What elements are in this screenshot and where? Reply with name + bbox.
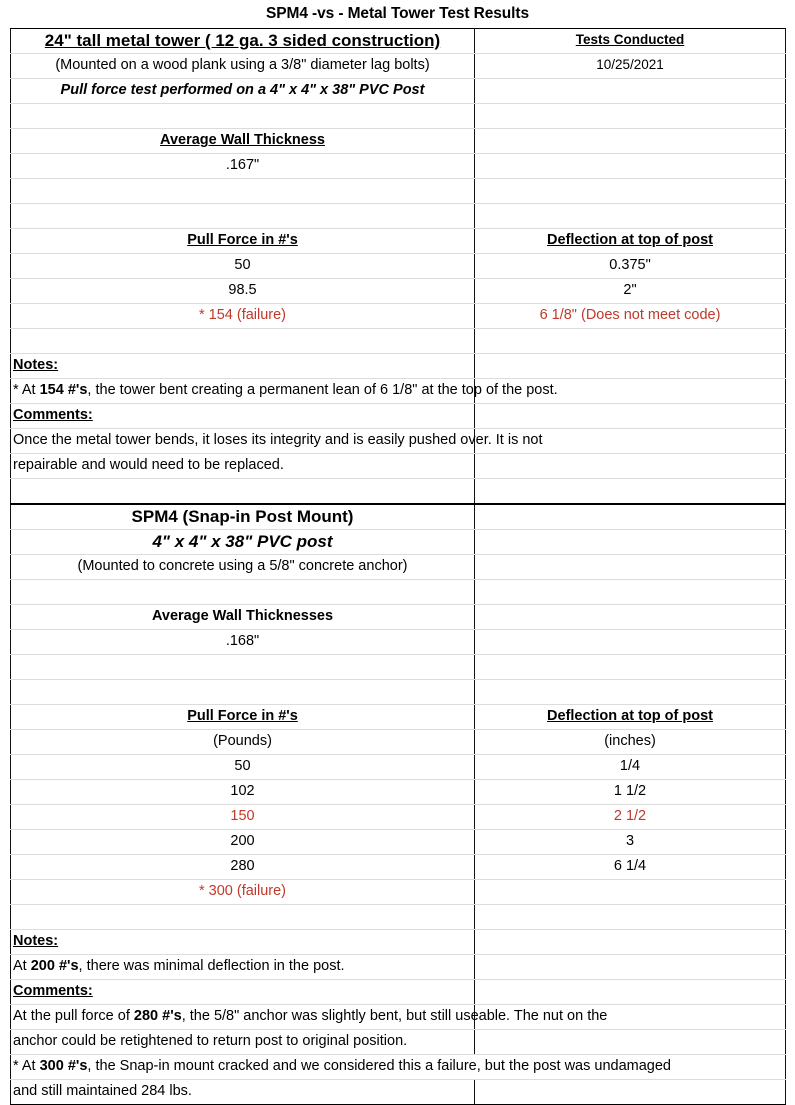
- table-row: [11, 655, 786, 680]
- table-row: [11, 129, 786, 154]
- table-row: [11, 229, 786, 254]
- empty-cell: [475, 204, 786, 229]
- tests-conducted-date: 10/25/2021: [596, 57, 664, 73]
- test2-wall-thickness-value: .168": [225, 633, 260, 650]
- table-row: [11, 955, 786, 980]
- test2-heading-cell: [11, 504, 475, 530]
- table-row: [11, 404, 786, 429]
- empty-cell: [475, 404, 786, 429]
- test2-comments-line: * At 300 #'s, the Snap-in mount cracked and we considered this a failure, but the post was undamaged: [13, 1058, 671, 1075]
- test1-deflection-value-cell: [475, 279, 786, 304]
- test2-force-value: 200: [230, 833, 255, 850]
- test2-notes-line-cell: [11, 955, 475, 980]
- empty-cell: [11, 204, 475, 229]
- test2-comments-line-cell: [11, 1030, 475, 1055]
- test2-force-value: 102: [230, 783, 255, 800]
- test1-comments-line: repairable and would need to be replaced.: [13, 457, 284, 474]
- table-row: [11, 805, 786, 830]
- test2-force-value: 280: [230, 858, 255, 875]
- test1-deflection-header: Deflection at top of post: [547, 232, 713, 249]
- test2-comments-line: anchor could be retightened to return post to original position.: [13, 1033, 408, 1050]
- test2-deflection-value-cell: [475, 855, 786, 880]
- table-row: [11, 479, 786, 505]
- test1-comments-line-cell: [11, 454, 475, 479]
- empty-cell: [11, 104, 475, 129]
- empty-cell: [475, 1030, 786, 1055]
- empty-cell: [11, 329, 475, 354]
- table-row: [11, 54, 786, 79]
- table-row: [11, 79, 786, 104]
- table-row: [11, 304, 786, 329]
- table-row: [11, 104, 786, 129]
- test2-force-failure-cell: [11, 880, 475, 905]
- table-row: [11, 580, 786, 605]
- test2-comments-line: and still maintained 284 lbs.: [13, 1083, 192, 1100]
- test1-force-header-cell: [11, 229, 475, 254]
- table-row: [11, 1080, 786, 1105]
- test2-force-value: 50: [234, 758, 251, 775]
- test1-comments-line: Once the metal tower bends, it loses its integrity and is easily pushed over. It is not: [13, 432, 543, 449]
- test2-deflection-value: 2 1/2: [613, 808, 647, 825]
- empty-cell: [475, 530, 786, 555]
- table-row: [11, 29, 786, 54]
- test2-notes-line: At 200 #'s, there was minimal deflection in the post.: [13, 958, 345, 975]
- table-row: [11, 279, 786, 304]
- empty-cell: [11, 179, 475, 204]
- test2-force-units-cell: [11, 730, 475, 755]
- test1-force-value: 98.5: [228, 282, 257, 299]
- test2-deflection-header: Deflection at top of post: [547, 708, 713, 725]
- empty-cell: [475, 630, 786, 655]
- empty-cell: [475, 930, 786, 955]
- test2-force-value-cell: [11, 830, 475, 855]
- table-row: [11, 1055, 786, 1080]
- test2-comments-line-cell: [11, 1080, 475, 1105]
- empty-cell: [475, 980, 786, 1005]
- test2-deflection-value: 6 1/4: [613, 858, 647, 875]
- table-row: [11, 905, 786, 930]
- test2-deflection-value: 1/4: [619, 758, 641, 775]
- table-row: [11, 429, 786, 454]
- empty-cell: [475, 680, 786, 705]
- empty-cell: [475, 1080, 786, 1105]
- test2-comments-line-cell: [11, 1005, 608, 1030]
- table-row: [11, 179, 786, 204]
- tests-conducted-header-cell: [475, 29, 786, 54]
- test2-deflection-value-cell: [475, 830, 786, 855]
- test2-force-value-cell: [11, 855, 475, 880]
- empty-cell: [11, 680, 475, 705]
- test1-comments-line-cell: [11, 429, 543, 454]
- empty-cell: [11, 905, 475, 930]
- test1-force-value-cell: [11, 254, 475, 279]
- empty-cell: [11, 479, 475, 505]
- table-row: [11, 980, 786, 1005]
- table-row: [11, 705, 786, 730]
- test2-mounting-cell: [11, 555, 475, 580]
- test2-heading: SPM4 (Snap-in Post Mount): [131, 506, 354, 526]
- test1-force-failure-cell: [11, 304, 475, 329]
- test1-deflection-failure-cell: [475, 304, 786, 329]
- empty-cell: [475, 555, 786, 580]
- table-row: [11, 504, 786, 530]
- empty-cell: [475, 655, 786, 680]
- test1-notes-label-cell: [11, 354, 475, 379]
- test2-wall-thickness-value-cell: [11, 630, 475, 655]
- test2-force-value-cell: [11, 755, 475, 780]
- table-row: [11, 780, 786, 805]
- empty-cell: [475, 580, 786, 605]
- test2-deflection-failure-cell: [475, 880, 786, 905]
- empty-cell: [475, 104, 786, 129]
- test2-force-failure-value: * 300 (failure): [198, 883, 287, 900]
- table-row: [11, 1005, 786, 1030]
- test2-comments-line-cell: [11, 1055, 786, 1080]
- test1-wall-thickness-value-cell: [11, 154, 475, 179]
- test1-deflection-value: 2": [623, 282, 637, 299]
- test1-force-header: Pull Force in #'s: [187, 232, 298, 249]
- test1-notes-label: Notes:: [13, 357, 59, 374]
- empty-cell: [475, 129, 786, 154]
- table-row: [11, 1030, 786, 1055]
- test1-mounting-cell: [11, 54, 475, 79]
- test2-deflection-value: 3: [625, 833, 635, 850]
- empty-cell: [475, 905, 786, 930]
- table-row: [11, 730, 786, 755]
- table-row: [11, 254, 786, 279]
- table-row: [11, 630, 786, 655]
- test2-deflection-units-cell: [475, 730, 786, 755]
- test1-deflection-value-cell: [475, 254, 786, 279]
- test2-force-header-cell: [11, 705, 475, 730]
- test2-notes-label-cell: [11, 930, 475, 955]
- table-row: [11, 880, 786, 905]
- table-row: [11, 379, 786, 404]
- table-row: [11, 555, 786, 580]
- tests-conducted-date-cell: [475, 54, 786, 79]
- test2-notes-label: Notes:: [13, 933, 59, 950]
- test1-deflection-value: 0.375": [609, 257, 651, 274]
- table-row: [11, 354, 786, 379]
- empty-cell: [475, 504, 786, 530]
- empty-cell: [475, 79, 786, 104]
- test1-deflection-header-cell: [475, 229, 786, 254]
- table-row: [11, 154, 786, 179]
- table-row: [11, 855, 786, 880]
- tests-conducted-header: Tests Conducted: [575, 32, 685, 48]
- test2-post-spec-cell: [11, 530, 475, 555]
- empty-cell: [475, 454, 786, 479]
- page-title: SPM4 -vs - Metal Tower Test Results: [266, 5, 529, 22]
- test1-deflection-failure-value: 6 1/8" (Does not meet code): [539, 307, 721, 324]
- test1-wall-thickness-label-cell: [11, 129, 475, 154]
- table-row: [11, 204, 786, 229]
- empty-cell: [475, 354, 786, 379]
- test1-wall-thickness-value: .167": [225, 157, 260, 174]
- test2-comments-line: At the pull force of 280 #'s, the 5/8" anchor was slightly bent, but still useable. The nut on the: [13, 1008, 608, 1025]
- test2-deflection-value-cell: [475, 755, 786, 780]
- empty-cell: [475, 179, 786, 204]
- test2-mounting: (Mounted to concrete using a 5/8" concrete anchor): [77, 558, 408, 575]
- test2-deflection-value-cell: [475, 805, 786, 830]
- table-row: [11, 755, 786, 780]
- test2-force-units: (Pounds): [213, 733, 272, 750]
- test2-deflection-units: (inches): [604, 733, 656, 750]
- test1-force-value: 50: [234, 257, 251, 274]
- test2-deflection-value: 1 1/2: [613, 783, 647, 800]
- test1-notes-line: * At 154 #'s, the tower bent creating a permanent lean of 6 1/8" at the top of the post.: [13, 382, 558, 399]
- empty-cell: [11, 655, 475, 680]
- results-table: [10, 28, 786, 1105]
- test1-mounting: (Mounted on a wood plank using a 3/8" diameter lag bolts): [55, 57, 430, 74]
- test1-wall-thickness-label: Average Wall Thickness: [160, 132, 325, 149]
- test2-deflection-header-cell: [475, 705, 786, 730]
- empty-cell: [475, 605, 786, 630]
- table-row: [11, 930, 786, 955]
- empty-cell: [11, 580, 475, 605]
- test2-force-value: 150: [230, 808, 255, 825]
- test2-post-spec: 4" x 4" x 38" PVC post: [152, 531, 333, 551]
- test1-comments-label-cell: [11, 404, 475, 429]
- table-row: [11, 454, 786, 479]
- test2-force-value-cell: [11, 780, 475, 805]
- table-row: [11, 680, 786, 705]
- test2-comments-label: Comments:: [13, 983, 93, 1000]
- test1-heading-cell: [11, 29, 475, 54]
- test1-comments-label: Comments:: [13, 407, 93, 424]
- test2-force-value-cell: [11, 805, 475, 830]
- test1-description-cell: [11, 79, 475, 104]
- empty-cell: [475, 955, 786, 980]
- test1-notes-line-cell: [11, 379, 558, 404]
- table-row: [11, 329, 786, 354]
- test1-description: Pull force test performed on a 4" x 4" x 38" PVC Post: [60, 82, 425, 99]
- test1-force-value-cell: [11, 279, 475, 304]
- table-row: [11, 830, 786, 855]
- empty-cell: [475, 479, 786, 505]
- test2-force-header: Pull Force in #'s: [187, 708, 298, 725]
- test2-deflection-value-cell: [475, 780, 786, 805]
- table-row: [11, 605, 786, 630]
- test2-wall-thickness-label: Average Wall Thicknesses: [151, 608, 334, 625]
- test1-heading: 24" tall metal tower ( 12 ga. 3 sided construction): [44, 30, 441, 50]
- test1-force-failure-value: * 154 (failure): [198, 307, 287, 324]
- test2-wall-thickness-label-cell: [11, 605, 475, 630]
- table-row: [11, 530, 786, 555]
- empty-cell: [475, 329, 786, 354]
- empty-cell: [475, 154, 786, 179]
- test2-comments-label-cell: [11, 980, 475, 1005]
